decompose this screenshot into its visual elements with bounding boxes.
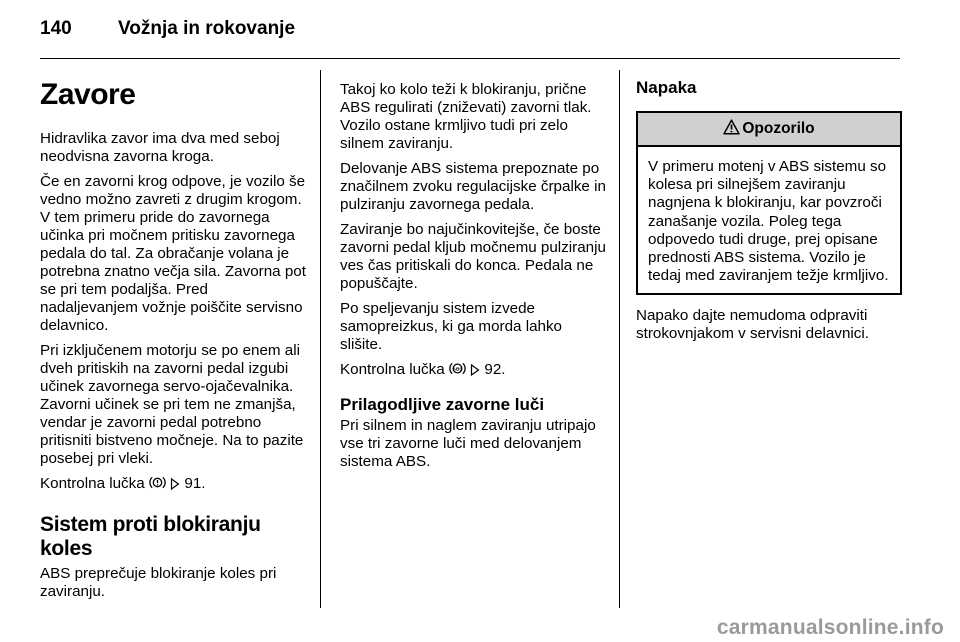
- watermark: carmanualsonline.info: [716, 616, 944, 639]
- page-number: 140: [40, 18, 72, 39]
- paragraph: Takoj ko kolo teži k blokiranju, prične ABS regulirati (zniževati) zavorni tlak. Vozilo ostane krmljivo tudi pri zelo silnem zaviranju.: [340, 81, 592, 152]
- paragraph: Delovanje ABS sistema prepoznate po značilnem zvoku regulacijske črpalke in pulziranju zavornega pedala.: [340, 160, 606, 213]
- subsection-title: Sistem proti blokiranju koles: [40, 513, 261, 560]
- paragraph: Hidravlika zavor ima dva med seboj neodvisna zavorna kroga.: [40, 130, 280, 165]
- column-middle: [340, 81, 608, 478]
- subsection-title: Napaka: [636, 78, 697, 97]
- column-right: [636, 68, 902, 350]
- abs-warning-icon: [449, 361, 466, 381]
- warning-triangle-icon: [723, 119, 742, 140]
- chapter-title: Vožnja in rokovanje: [118, 18, 296, 39]
- section-title: Zavore: [40, 78, 136, 111]
- column-divider: [619, 70, 620, 608]
- control-light-label: Kontrolna lučka: [340, 361, 445, 378]
- subsection-title: Prilagodljive zavorne luči: [340, 395, 545, 414]
- header-divider: [40, 58, 900, 59]
- paragraph: ABS preprečuje blokiranje koles pri zaviranju.: [40, 565, 277, 600]
- control-light-label: Kontrolna lučka: [40, 475, 145, 492]
- control-light-reference: [340, 361, 608, 381]
- paragraph: Zaviranje bo najučinkovitejše, če boste zavorni pedal kljub močnemu pulziranju ves čas pritiskali do konca. Pedala ne popuščajte.: [340, 221, 606, 292]
- page-reference[interactable]: 91.: [184, 475, 206, 492]
- warning-box: [636, 111, 902, 295]
- paragraph: Pri silnem in naglem zaviranju utripajo vse tri zavorne luči med delovanjem sistema ABS.: [340, 417, 596, 470]
- paragraph: Če en zavorni krog odpove, je vozilo še vedno možno zavreti z drugim krogom. V tem primeru pride do zavornega učinka pri močnem pritisku zavornega pedala do tal. Za obračanje volana je potrebna znatno večja sila. Zavorna pot se pri tem podaljša. Pred nadaljevanjem vožnje poiščite servisno delavnico.: [40, 173, 306, 334]
- paragraph: Napako dajte nemudoma odpraviti strokovnjakom v servisni delavnici.: [636, 307, 869, 343]
- page-reference-arrow-icon: [170, 477, 180, 495]
- svg-text:ABS: ABS: [452, 366, 463, 372]
- column-divider: [320, 70, 321, 608]
- control-light-reference: [40, 475, 308, 495]
- page-reference-arrow-icon: [470, 363, 480, 381]
- page-reference[interactable]: 92.: [484, 361, 506, 378]
- column-left: [40, 68, 308, 608]
- warning-header: [638, 113, 900, 147]
- brake-warning-icon: [149, 475, 166, 495]
- warning-label: Opozorilo: [742, 120, 815, 137]
- paragraph: Po speljevanju sistem izvede samopreizkus, ki ga morda lahko slišite.: [340, 300, 563, 353]
- paragraph: Pri izključenem motorju se po enem ali dveh pritiskih na zavorni pedal izgubi učinek zavornega servo-ojačevalnika. Zavorni učinek se pri tem ne zmanjša, vendar je zavorni pedal potrebno pritisniti bistveno močneje. Na to pazite posebej pri vleki.: [40, 342, 304, 467]
- warning-text: V primeru motenj v ABS sistemu so kolesa pri silnejšem zaviranju nagnjena k blokiranju, kar povzroči zanašanje vozila. Poleg tega odpovedo tudi druge, prej opisane prednosti ABS sistema. Vozilo je tedaj med zaviranjem težje krmljivo.: [648, 158, 889, 285]
